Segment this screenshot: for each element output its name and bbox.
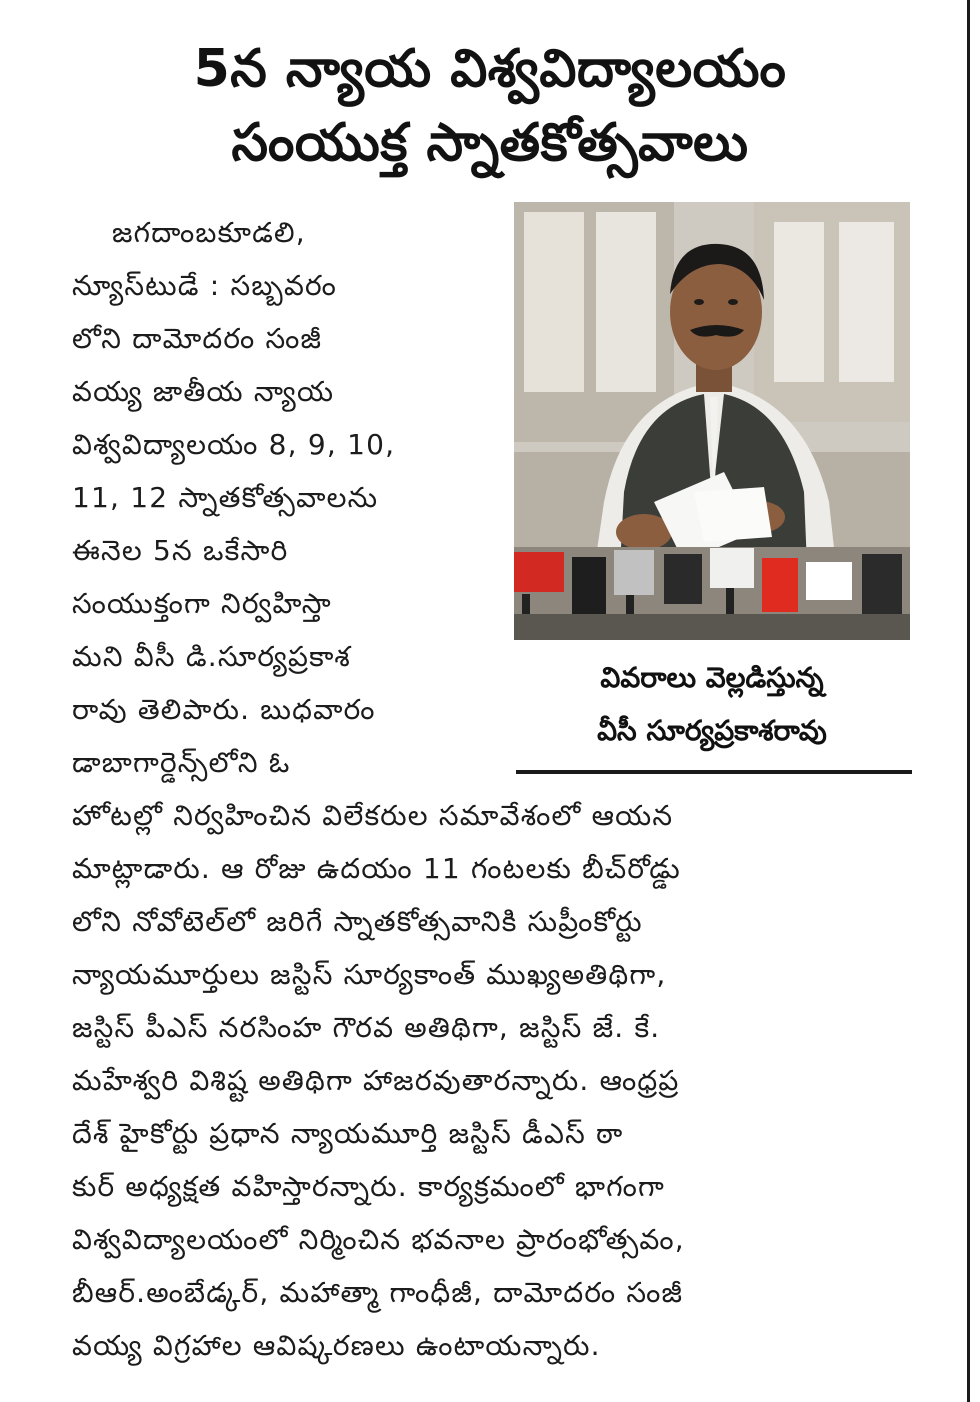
article-text-line: మని వీసీ డి.సూర్యప్రకాశ [72, 640, 351, 673]
article-text-line: మహేశ్వరి విశిష్ట అతిథిగా హాజరవుతారన్నారు. ఆంధ్రప్ర [72, 1064, 680, 1097]
caption-divider [516, 770, 912, 774]
column-rule [967, 0, 970, 1402]
headline-line-2: సంయుక్త స్నాతకోత్సవాలు [231, 113, 749, 173]
article-text-line: బీఆర్.అంబేడ్కర్, మహాత్మా గాంధీజీ, దామోదరం సంజీ [72, 1276, 684, 1309]
article-text-line: 11, 12 స్నాతకోత్సవాలను [72, 481, 379, 514]
photo-caption-line-1: వివరాలు వెల్లడిస్తున్న [600, 661, 824, 694]
article-text-line: న్యూస్‌టుడే : సబ్బవరం [72, 269, 338, 302]
article-text-line: వయ్య విగ్రహాల ఆవిష్కరణలు ఉంటాయన్నారు. [72, 1329, 601, 1362]
article-text-line: డాబాగార్డెన్స్‌లోని ఓ [72, 746, 291, 779]
article-text-line: వయ్య జాతీయ న్యాయ [72, 375, 335, 408]
article-text-line: సంయుక్తంగా నిర్వహిస్తా [72, 587, 332, 620]
article-text-line: విశ్వవిద్యాలయంలో నిర్మించిన భవనాల ప్రారంభోత్సవం, [72, 1223, 685, 1256]
article-text-line: కుర్ అధ్యక్షత వహిస్తారన్నారు. కార్యక్రమంలో భాగంగా [72, 1170, 665, 1203]
article-text-line: జగదాంబకూడలి, [112, 216, 306, 249]
article-text-line: విశ్వవిద్యాలయం 8, 9, 10, [72, 428, 396, 461]
press-conference-photo [514, 202, 910, 640]
article-text-line: రావు తెలిపారు. బుధవారం [72, 693, 376, 726]
article-text-line: ఈనెల 5న ఒకేసారి [72, 534, 289, 567]
photo-caption-line-2: వీసీ సూర్యప్రకాశరావు [597, 714, 827, 747]
article-text-line: లోని దామోదరం సంజీ [72, 322, 323, 355]
article-text-line: హోటల్లో నిర్వహించిన విలేకరుల సమావేశంలో ఆయన [72, 799, 674, 832]
article-text-line: మాట్లాడారు. ఆ రోజు ఉదయం 11 గంటలకు బీచ్‌రోడ్డు [72, 852, 681, 885]
headline-line-1: 5న న్యాయ విశ్వవిద్యాలయం [193, 39, 787, 99]
article-text-line: జస్టిస్ పీఎస్ నరసింహ గౌరవ అతిథిగా, జస్టిస్ జే. కే. [72, 1011, 661, 1044]
article-text-line: లోని నోవోటెల్‌లో జరిగే స్నాతకోత్సవానికి సుప్రీంకోర్టు [72, 905, 643, 938]
article-text-line: దేశ్ హైకోర్టు ప్రధాన న్యాయమూర్తి జస్టిస్ డీఎస్ ఠా [72, 1117, 624, 1150]
article-text-line: న్యాయమూర్తులు జస్టిస్ సూర్యకాంత్ ముఖ్యఅతిథిగా, [72, 958, 667, 991]
